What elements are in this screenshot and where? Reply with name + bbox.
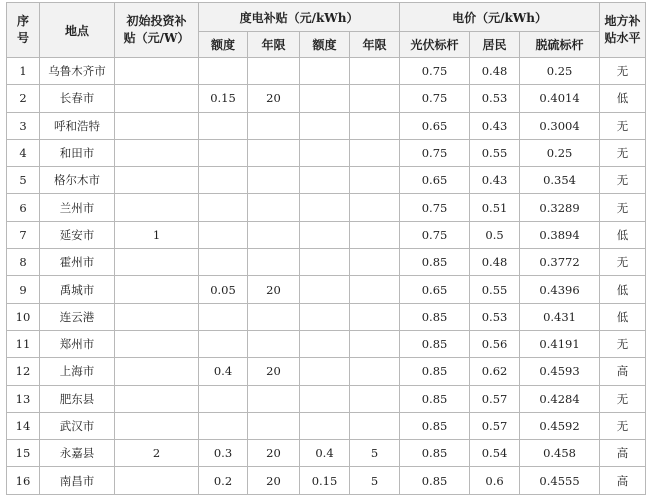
- cell-place: 永嘉县: [40, 440, 115, 467]
- cell-local-subsidy-level: 无: [600, 58, 646, 85]
- cell-kwh-years-1: 20: [248, 467, 300, 494]
- cell-kwh-years-2: [350, 385, 400, 412]
- cell-kwh-years-1: [248, 221, 300, 248]
- cell-pv-benchmark: 0.75: [400, 58, 470, 85]
- header-price: 电价（元/kWh）: [400, 3, 600, 32]
- table-row: [7, 276, 646, 303]
- cell-local-subsidy-level: 低: [600, 221, 646, 248]
- cell-seq: 8: [7, 249, 40, 276]
- cell-kwh-amount-2: [300, 221, 350, 248]
- cell-invest-subsidy: [115, 167, 199, 194]
- cell-desulfurization-benchmark: 0.4592: [520, 412, 600, 439]
- table-row: [7, 330, 646, 357]
- cell-kwh-years-2: [350, 167, 400, 194]
- table-row: [7, 303, 646, 330]
- table-row: [7, 194, 646, 221]
- cell-kwh-amount-1: [199, 303, 248, 330]
- cell-desulfurization-benchmark: 0.25: [520, 58, 600, 85]
- cell-seq: 1: [7, 58, 40, 85]
- cell-kwh-years-2: [350, 194, 400, 221]
- cell-kwh-amount-2: [300, 358, 350, 385]
- cell-kwh-amount-1: [199, 385, 248, 412]
- cell-kwh-amount-2: [300, 139, 350, 166]
- cell-kwh-years-2: [350, 139, 400, 166]
- cell-kwh-amount-2: [300, 85, 350, 112]
- cell-invest-subsidy: [115, 303, 199, 330]
- cell-kwh-years-1: 20: [248, 276, 300, 303]
- cell-kwh-years-2: [350, 358, 400, 385]
- cell-kwh-years-1: [248, 412, 300, 439]
- cell-kwh-amount-1: 0.3: [199, 440, 248, 467]
- cell-invest-subsidy: [115, 58, 199, 85]
- cell-local-subsidy-level: 无: [600, 249, 646, 276]
- cell-local-subsidy-level: 无: [600, 112, 646, 139]
- cell-desulfurization-benchmark: 0.3772: [520, 249, 600, 276]
- cell-local-subsidy-level: 低: [600, 85, 646, 112]
- cell-pv-benchmark: 0.65: [400, 276, 470, 303]
- cell-local-subsidy-level: 低: [600, 303, 646, 330]
- cell-desulfurization-benchmark: 0.4593: [520, 358, 600, 385]
- cell-kwh-years-1: [248, 385, 300, 412]
- cell-kwh-amount-1: 0.15: [199, 85, 248, 112]
- cell-residential-price: 0.57: [470, 412, 520, 439]
- table-row: [7, 167, 646, 194]
- cell-seq: 4: [7, 139, 40, 166]
- cell-kwh-years-2: [350, 221, 400, 248]
- subheader-amount-1: 额度: [199, 32, 248, 58]
- cell-residential-price: 0.55: [470, 276, 520, 303]
- cell-desulfurization-benchmark: 0.4555: [520, 467, 600, 494]
- cell-kwh-amount-1: [199, 139, 248, 166]
- cell-place: 连云港: [40, 303, 115, 330]
- table-row: [7, 58, 646, 85]
- cell-invest-subsidy: [115, 194, 199, 221]
- cell-local-subsidy-level: 高: [600, 358, 646, 385]
- cell-desulfurization-benchmark: 0.4014: [520, 85, 600, 112]
- cell-residential-price: 0.53: [470, 303, 520, 330]
- cell-kwh-years-2: [350, 412, 400, 439]
- cell-place: 呼和浩特: [40, 112, 115, 139]
- table-row: [7, 221, 646, 248]
- cell-kwh-amount-1: 0.05: [199, 276, 248, 303]
- cell-residential-price: 0.53: [470, 85, 520, 112]
- table-row: [7, 139, 646, 166]
- cell-seq: 13: [7, 385, 40, 412]
- cell-invest-subsidy: [115, 139, 199, 166]
- cell-desulfurization-benchmark: 0.4396: [520, 276, 600, 303]
- cell-kwh-amount-1: [199, 194, 248, 221]
- cell-pv-benchmark: 0.85: [400, 358, 470, 385]
- cell-place: 南昌市: [40, 467, 115, 494]
- cell-pv-benchmark: 0.65: [400, 167, 470, 194]
- cell-seq: 2: [7, 85, 40, 112]
- cell-local-subsidy-level: 低: [600, 276, 646, 303]
- cell-pv-benchmark: 0.85: [400, 412, 470, 439]
- subheader-years-1: 年限: [248, 32, 300, 58]
- header-seq: 序号: [7, 3, 40, 58]
- cell-place: 兰州市: [40, 194, 115, 221]
- cell-kwh-amount-2: [300, 412, 350, 439]
- cell-desulfurization-benchmark: 0.4191: [520, 330, 600, 357]
- cell-place: 乌鲁木齐市: [40, 58, 115, 85]
- cell-residential-price: 0.55: [470, 139, 520, 166]
- cell-invest-subsidy: 2: [115, 440, 199, 467]
- table-row: [7, 112, 646, 139]
- cell-pv-benchmark: 0.65: [400, 112, 470, 139]
- cell-kwh-amount-2: [300, 330, 350, 357]
- table-row: [7, 467, 646, 494]
- cell-residential-price: 0.62: [470, 358, 520, 385]
- cell-kwh-years-2: [350, 85, 400, 112]
- cell-desulfurization-benchmark: 0.4284: [520, 385, 600, 412]
- table-row: [7, 412, 646, 439]
- cell-pv-benchmark: 0.75: [400, 194, 470, 221]
- cell-seq: 10: [7, 303, 40, 330]
- cell-kwh-years-1: [248, 58, 300, 85]
- cell-seq: 5: [7, 167, 40, 194]
- cell-kwh-amount-2: 0.4: [300, 440, 350, 467]
- cell-place: 禹城市: [40, 276, 115, 303]
- cell-kwh-amount-2: [300, 303, 350, 330]
- cell-invest-subsidy: [115, 467, 199, 494]
- cell-desulfurization-benchmark: 0.3894: [520, 221, 600, 248]
- cell-seq: 7: [7, 221, 40, 248]
- cell-desulfurization-benchmark: 0.3289: [520, 194, 600, 221]
- cell-place: 格尔木市: [40, 167, 115, 194]
- cell-kwh-years-2: 5: [350, 440, 400, 467]
- cell-kwh-amount-1: [199, 412, 248, 439]
- cell-kwh-years-1: [248, 330, 300, 357]
- cell-seq: 15: [7, 440, 40, 467]
- cell-residential-price: 0.48: [470, 58, 520, 85]
- cell-kwh-amount-2: [300, 194, 350, 221]
- cell-local-subsidy-level: 高: [600, 440, 646, 467]
- cell-local-subsidy-level: 无: [600, 385, 646, 412]
- subsidy-table: [6, 2, 646, 495]
- cell-place: 上海市: [40, 358, 115, 385]
- cell-pv-benchmark: 0.85: [400, 385, 470, 412]
- cell-kwh-years-1: [248, 112, 300, 139]
- cell-invest-subsidy: [115, 276, 199, 303]
- cell-pv-benchmark: 0.85: [400, 249, 470, 276]
- cell-kwh-amount-1: 0.2: [199, 467, 248, 494]
- cell-kwh-years-1: 20: [248, 440, 300, 467]
- cell-invest-subsidy: [115, 112, 199, 139]
- cell-desulfurization-benchmark: 0.3004: [520, 112, 600, 139]
- cell-kwh-years-2: [350, 249, 400, 276]
- cell-seq: 6: [7, 194, 40, 221]
- cell-kwh-amount-1: [199, 330, 248, 357]
- cell-seq: 14: [7, 412, 40, 439]
- cell-residential-price: 0.43: [470, 167, 520, 194]
- cell-place: 霍州市: [40, 249, 115, 276]
- subheader-pv-benchmark: 光伏标杆: [400, 32, 470, 58]
- cell-kwh-years-1: 20: [248, 358, 300, 385]
- cell-kwh-amount-2: [300, 167, 350, 194]
- cell-place: 延安市: [40, 221, 115, 248]
- cell-kwh-years-1: [248, 249, 300, 276]
- cell-pv-benchmark: 0.85: [400, 303, 470, 330]
- cell-invest-subsidy: [115, 85, 199, 112]
- subheader-amount-2: 额度: [300, 32, 350, 58]
- cell-kwh-amount-1: 0.4: [199, 358, 248, 385]
- cell-desulfurization-benchmark: 0.25: [520, 139, 600, 166]
- cell-desulfurization-benchmark: 0.431: [520, 303, 600, 330]
- cell-kwh-years-2: [350, 330, 400, 357]
- cell-residential-price: 0.6: [470, 467, 520, 494]
- cell-residential-price: 0.56: [470, 330, 520, 357]
- cell-place: 武汉市: [40, 412, 115, 439]
- cell-place: 和田市: [40, 139, 115, 166]
- cell-residential-price: 0.51: [470, 194, 520, 221]
- header-place: 地点: [40, 3, 115, 58]
- cell-kwh-years-2: [350, 112, 400, 139]
- subheader-desulfurization-benchmark: 脱硫标杆: [520, 32, 600, 58]
- cell-residential-price: 0.54: [470, 440, 520, 467]
- cell-pv-benchmark: 0.75: [400, 85, 470, 112]
- cell-desulfurization-benchmark: 0.354: [520, 167, 600, 194]
- cell-residential-price: 0.48: [470, 249, 520, 276]
- cell-invest-subsidy: [115, 249, 199, 276]
- cell-local-subsidy-level: 无: [600, 412, 646, 439]
- cell-invest-subsidy: 1: [115, 221, 199, 248]
- cell-kwh-years-2: 5: [350, 467, 400, 494]
- cell-seq: 12: [7, 358, 40, 385]
- cell-kwh-amount-1: [199, 221, 248, 248]
- cell-desulfurization-benchmark: 0.458: [520, 440, 600, 467]
- cell-pv-benchmark: 0.85: [400, 330, 470, 357]
- cell-seq: 11: [7, 330, 40, 357]
- cell-residential-price: 0.5: [470, 221, 520, 248]
- cell-seq: 16: [7, 467, 40, 494]
- cell-kwh-years-2: [350, 58, 400, 85]
- cell-kwh-amount-1: [199, 249, 248, 276]
- cell-invest-subsidy: [115, 412, 199, 439]
- cell-pv-benchmark: 0.75: [400, 221, 470, 248]
- table-row: [7, 358, 646, 385]
- cell-pv-benchmark: 0.85: [400, 440, 470, 467]
- cell-local-subsidy-level: 无: [600, 139, 646, 166]
- cell-place: 肥东县: [40, 385, 115, 412]
- table-row: [7, 440, 646, 467]
- cell-pv-benchmark: 0.85: [400, 467, 470, 494]
- cell-invest-subsidy: [115, 385, 199, 412]
- subheader-years-2: 年限: [350, 32, 400, 58]
- cell-local-subsidy-level: 无: [600, 194, 646, 221]
- cell-place: 长春市: [40, 85, 115, 112]
- cell-kwh-years-1: [248, 194, 300, 221]
- cell-kwh-amount-1: [199, 58, 248, 85]
- table-row: [7, 385, 646, 412]
- subheader-residential: 居民: [470, 32, 520, 58]
- cell-kwh-amount-2: [300, 276, 350, 303]
- cell-kwh-amount-2: [300, 249, 350, 276]
- cell-kwh-amount-2: [300, 58, 350, 85]
- cell-seq: 9: [7, 276, 40, 303]
- cell-kwh-years-2: [350, 303, 400, 330]
- header-local-subsidy: 地方补贴水平: [600, 3, 646, 58]
- cell-kwh-amount-1: [199, 112, 248, 139]
- table-row: [7, 85, 646, 112]
- cell-invest-subsidy: [115, 330, 199, 357]
- cell-kwh-years-1: [248, 167, 300, 194]
- cell-kwh-years-1: [248, 303, 300, 330]
- header-invest-subsidy: 初始投资补贴（元/W）: [115, 3, 199, 58]
- cell-kwh-amount-2: 0.15: [300, 467, 350, 494]
- cell-place: 郑州市: [40, 330, 115, 357]
- cell-residential-price: 0.43: [470, 112, 520, 139]
- cell-local-subsidy-level: 高: [600, 467, 646, 494]
- cell-kwh-amount-1: [199, 167, 248, 194]
- cell-residential-price: 0.57: [470, 385, 520, 412]
- table-body: [7, 58, 646, 495]
- cell-kwh-years-2: [350, 276, 400, 303]
- table-row: [7, 249, 646, 276]
- cell-pv-benchmark: 0.75: [400, 139, 470, 166]
- cell-kwh-amount-2: [300, 385, 350, 412]
- cell-local-subsidy-level: 无: [600, 330, 646, 357]
- cell-kwh-years-1: 20: [248, 85, 300, 112]
- cell-seq: 3: [7, 112, 40, 139]
- cell-kwh-years-1: [248, 139, 300, 166]
- cell-local-subsidy-level: 无: [600, 167, 646, 194]
- cell-kwh-amount-2: [300, 112, 350, 139]
- header-kwh-subsidy: 度电补贴（元/kWh）: [199, 3, 400, 32]
- cell-invest-subsidy: [115, 358, 199, 385]
